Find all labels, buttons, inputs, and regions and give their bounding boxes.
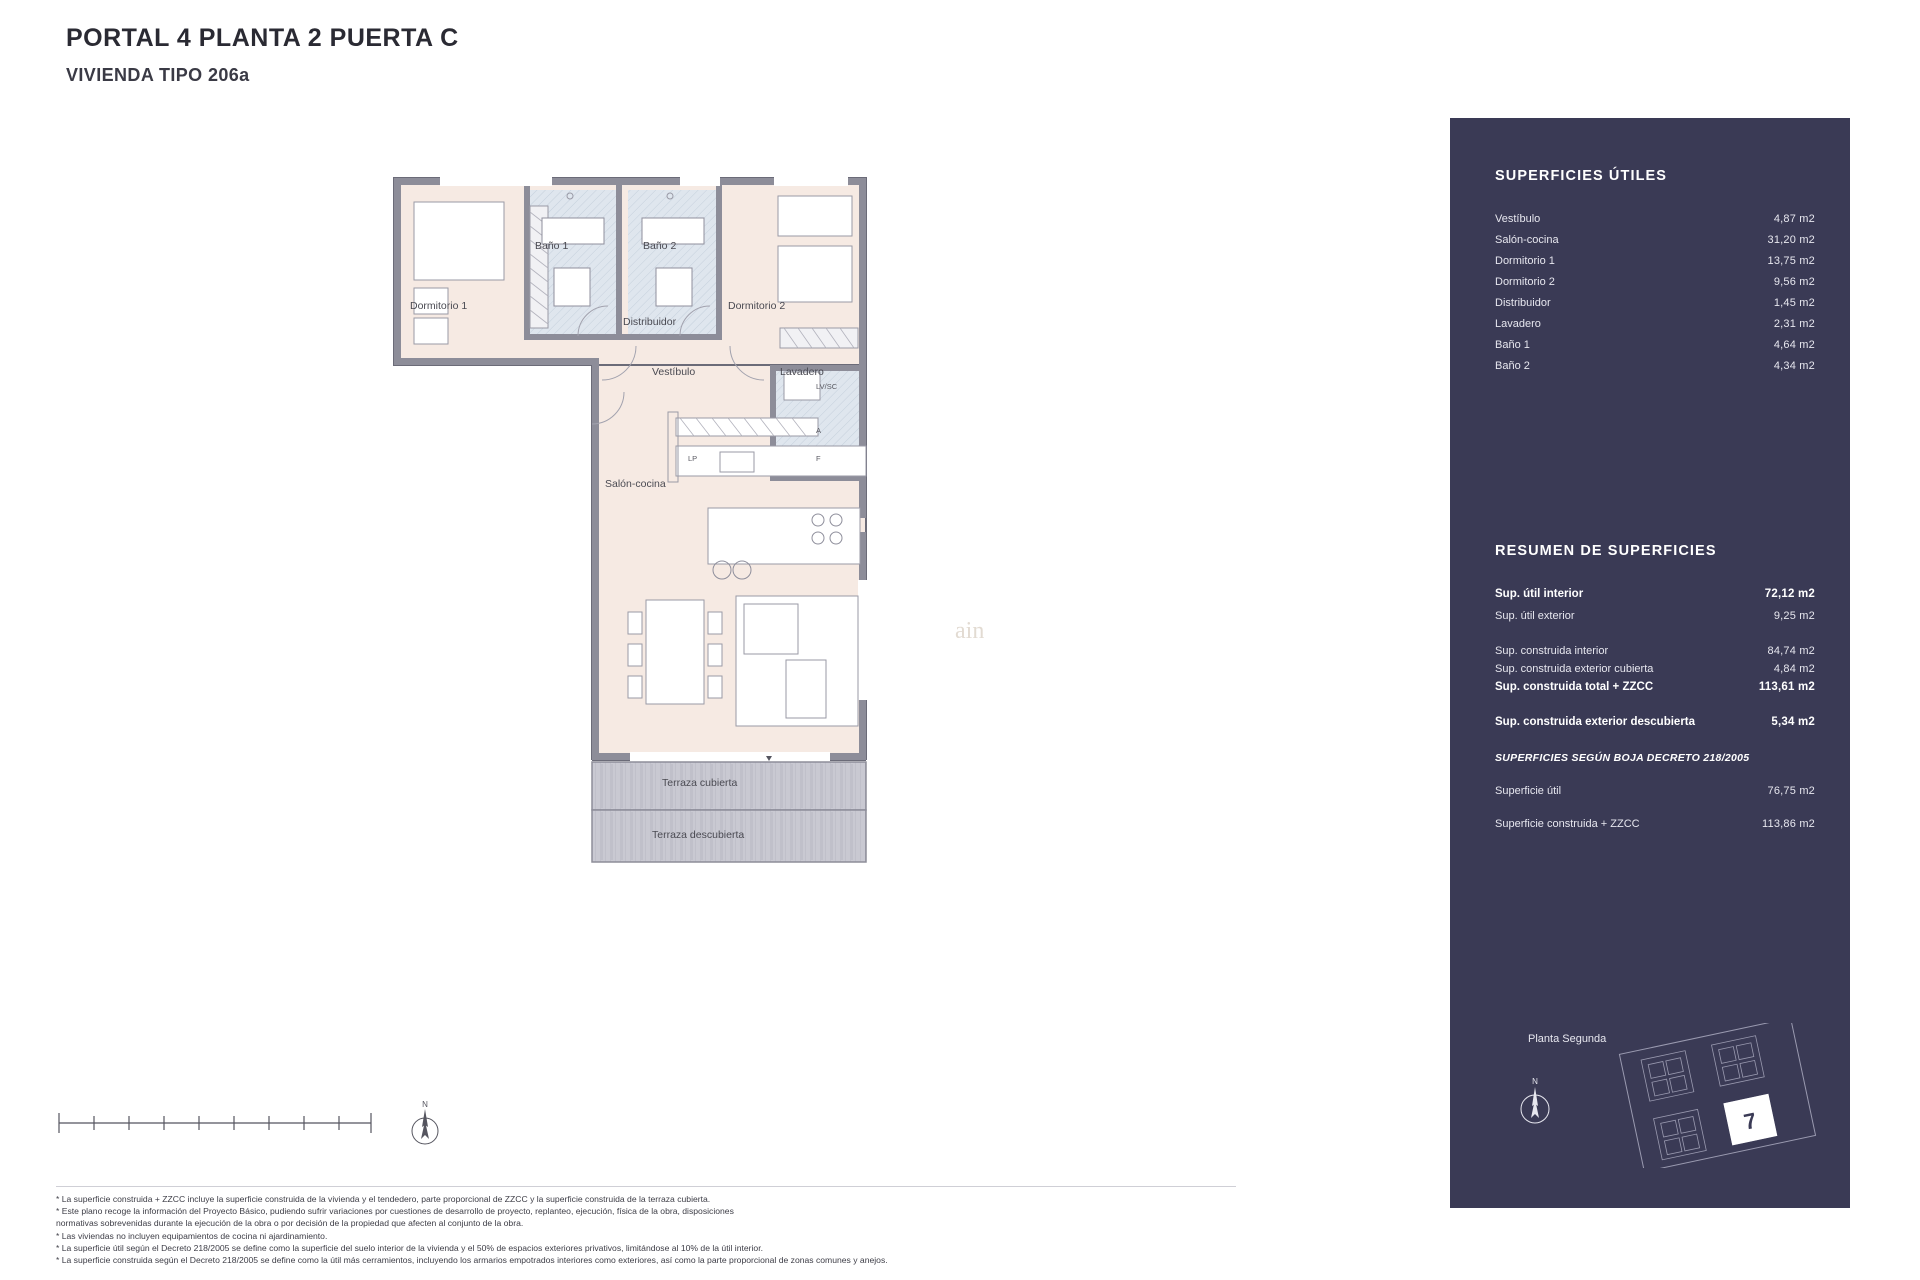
surface-row	[1495, 318, 1815, 330]
watermark: ain	[955, 618, 985, 644]
summary-value: 5,34 m2	[1771, 716, 1815, 728]
floor-plan-svg	[380, 160, 1020, 880]
keyplan-marker: 7	[1741, 1107, 1759, 1135]
surface-value: 31,20 m2	[1767, 234, 1815, 246]
compass-icon	[400, 1095, 450, 1155]
summary-label: Sup. construida exterior descubierta	[1495, 716, 1696, 728]
surfaces-title: SUPERFICIES ÚTILES	[1495, 168, 1668, 184]
summary-row	[1495, 588, 1815, 600]
summary-value: 113,61 m2	[1758, 681, 1815, 693]
summary-value: 84,74 m2	[1767, 645, 1815, 657]
header	[66, 24, 459, 86]
surface-label: Dormitorio 2	[1495, 276, 1555, 288]
summary-title: RESUMEN DE SUPERFICIES	[1495, 543, 1717, 559]
compass-north-label: N	[1532, 1077, 1538, 1086]
floor-plan-drawing	[380, 160, 1020, 880]
summary-row	[1495, 645, 1815, 657]
summary-row	[1495, 663, 1815, 675]
page-title: PORTAL 4 PLANTA 2 PUERTA C	[66, 24, 459, 52]
footnote: * Este plano recoge la información del Proyecto Básico, pudiendo sufrir variaciones por cuestiones de desarrollo de proyecto, replanteo, ejecución, física de la obra, disposiciones	[56, 1206, 734, 1217]
room-label-salon-cocina: Salón-cocina	[605, 478, 666, 490]
room-label-lavadero: Lavadero	[780, 366, 824, 378]
summary-value: 72,12 m2	[1764, 588, 1815, 600]
boja-value: 76,75 m2	[1767, 785, 1815, 797]
surface-row	[1495, 255, 1815, 267]
notes-divider	[56, 1186, 1236, 1187]
footnotes	[56, 1193, 1236, 1266]
room-label-distribuidor: Distribuidor	[623, 316, 677, 328]
summary-label: Sup. construida total + ZZCC	[1495, 681, 1654, 693]
keyplan-label: Planta Segunda	[1528, 1033, 1607, 1045]
summary-label: Sup. construida interior	[1495, 645, 1609, 657]
surface-row	[1495, 234, 1815, 246]
boja-label: Superficie útil	[1495, 785, 1562, 797]
footnote: * Las viviendas no incluyen equipamientos de cocina ni ajardinamiento.	[56, 1230, 328, 1241]
boja-value: 113,86 m2	[1762, 818, 1815, 830]
surface-row	[1495, 360, 1815, 372]
surface-label: Distribuidor	[1495, 297, 1551, 309]
scale-bar	[55, 1105, 375, 1145]
room-label-bano-1: Baño 1	[535, 240, 569, 252]
summary-value: 4,84 m2	[1773, 663, 1815, 675]
surface-row	[1495, 339, 1815, 351]
summary-row	[1495, 716, 1815, 728]
terrace-label-descubierta: Terraza descubierta	[652, 829, 745, 841]
appliance-label-lvsc: LV/SC	[816, 382, 838, 391]
surface-row	[1495, 297, 1815, 309]
terrace-label-cubierta: Terraza cubierta	[662, 777, 738, 789]
appliance-label-a: A	[816, 426, 822, 435]
surfaces-panel	[1450, 118, 1850, 1208]
svg-text:N: N	[422, 1100, 428, 1109]
summary-label: Sup. útil exterior	[1495, 610, 1575, 622]
surface-value: 4,34 m2	[1773, 360, 1815, 372]
surface-row	[1495, 213, 1815, 225]
surface-value: 13,75 m2	[1767, 255, 1815, 267]
boja-row	[1495, 818, 1815, 830]
compass-icon-panel	[1505, 1073, 1565, 1133]
room-label-bano-2: Baño 2	[643, 240, 677, 252]
surface-label: Vestíbulo	[1495, 213, 1541, 225]
surface-label: Baño 2	[1495, 360, 1530, 372]
footnote: normativas sobrevenidas durante la ejecución de la obra o por decisión de la propiedad que afecten al conjunto de la obra.	[56, 1218, 524, 1229]
surface-value: 2,31 m2	[1773, 318, 1815, 330]
surface-label: Lavadero	[1495, 318, 1541, 330]
boja-label: Superficie construida + ZZCC	[1495, 818, 1640, 830]
boja-row	[1495, 785, 1815, 797]
keyplan-diagram	[1610, 1023, 1825, 1168]
surface-label: Baño 1	[1495, 339, 1530, 351]
summary-label: Sup. útil interior	[1495, 588, 1584, 600]
appliance-label-lp: LP	[688, 454, 698, 463]
room-label-dormitorio-2: Dormitorio 2	[728, 300, 786, 312]
room-label-dormitorio-1: Dormitorio 1	[410, 300, 468, 312]
surface-value: 4,87 m2	[1773, 213, 1815, 225]
footnote: * La superficie útil según el Decreto 218/2005 se define como la superficie del suelo interior de la vivienda y el 50% de espacios exteriores privativos, limitándose al 10% de la útil interior.	[56, 1242, 763, 1253]
surface-label: Dormitorio 1	[1495, 255, 1555, 267]
surface-row	[1495, 276, 1815, 288]
appliance-label-f: F	[816, 454, 821, 463]
summary-value: 9,25 m2	[1773, 610, 1815, 622]
room-label-vestibulo: Vestíbulo	[652, 366, 696, 378]
boja-note: SUPERFICIES SEGÚN BOJA DECRETO 218/2005	[1495, 752, 1750, 764]
surface-label: Salón-cocina	[1495, 234, 1559, 246]
surface-value: 1,45 m2	[1773, 297, 1815, 309]
summary-row	[1495, 681, 1815, 693]
summary-label: Sup. construida exterior cubierta	[1495, 663, 1654, 675]
footnote: * La superficie construida según el Decreto 218/2005 se define como la útil más cerramientos, incluyendo los armarios empotrados interiores como exteriores, así como la parte proporcional de zonas comunes y anejos.	[56, 1255, 888, 1266]
surface-value: 4,64 m2	[1773, 339, 1815, 351]
summary-row	[1495, 610, 1815, 622]
page-subtitle: VIVIENDA TIPO 206a	[66, 65, 250, 85]
surface-value: 9,56 m2	[1773, 276, 1815, 288]
footnote: * La superficie construida + ZZCC incluye la superficie construida de la vivienda y el tendedero, parte proporcional de ZZCC y la superficie construida de la terraza cubierta.	[56, 1194, 711, 1204]
